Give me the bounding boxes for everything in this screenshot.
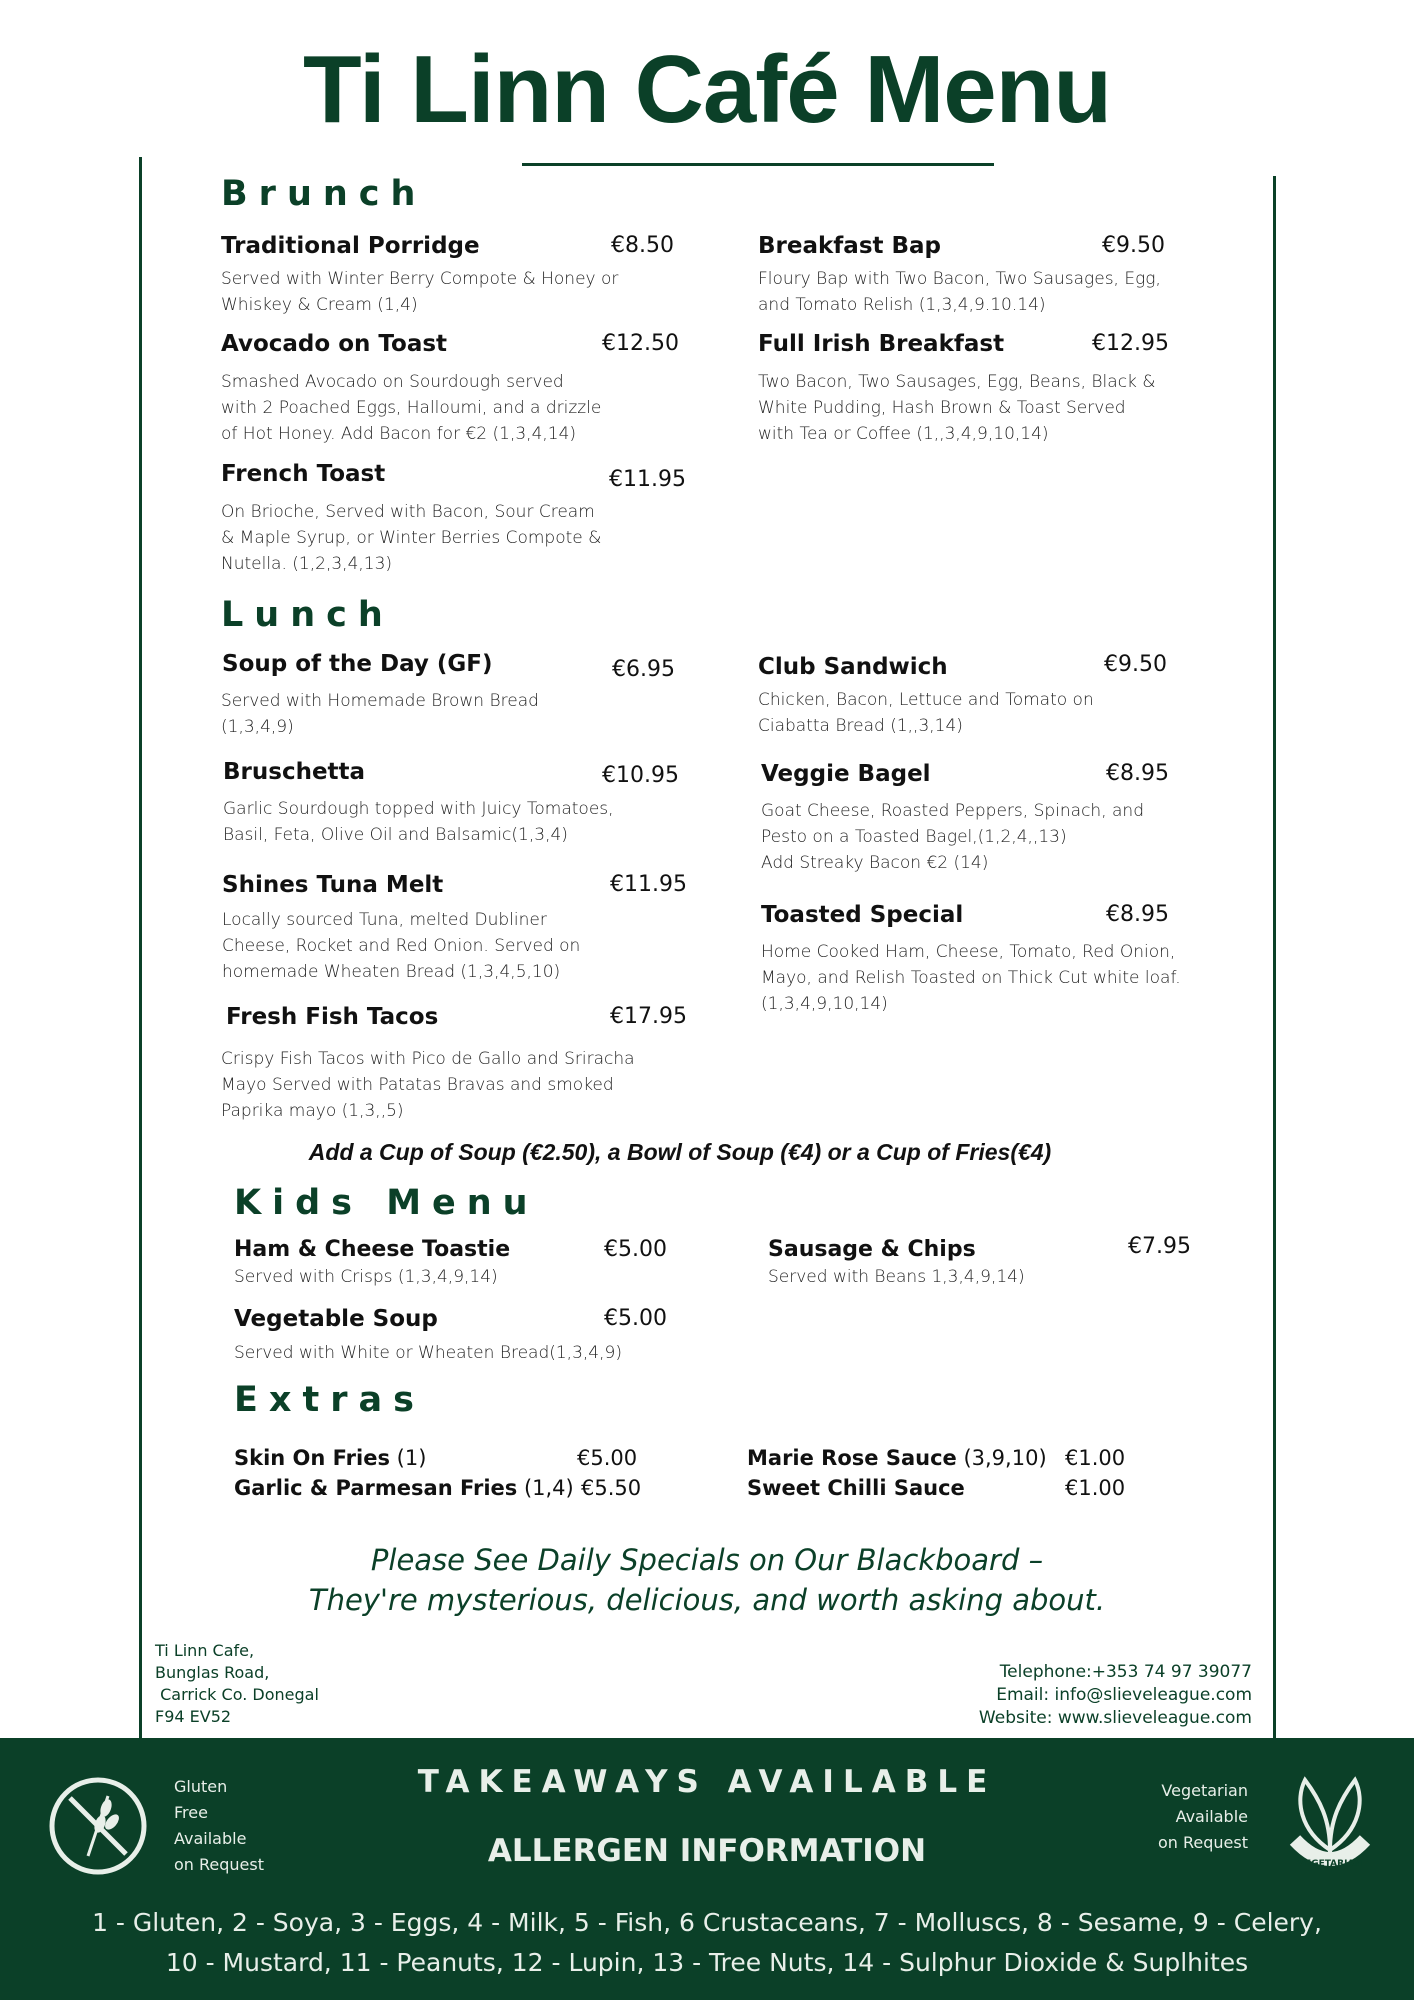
vegetarian-badge-text: VEGETARIAN — [1298, 1859, 1362, 1869]
item-description: Served with Homemade Brown Bread (1,3,4,9) — [221, 691, 539, 737]
extra-codes: (1) — [396, 1446, 427, 1470]
item-name: Ham & Cheese Toastie — [234, 1237, 511, 1262]
item-price: €8.50 — [611, 233, 674, 258]
item-description: Locally sourced Tuna, melted Dubliner Cheese, Rocket and Red Onion. Served on homemade Wheaten Bread (1,3,4,5,10) — [222, 910, 581, 982]
item-name: Veggie Bagel — [761, 761, 931, 787]
extra-name: Sweet Chilli Sauce — [747, 1476, 965, 1500]
item-description: Home Cooked Ham, Cheese, Tomato, Red Onion, Mayo, and Relish Toasted on Thick Cut white loaf. (1,3,4,9,10,14) — [761, 942, 1181, 1014]
extra-price: €1.00 — [1065, 1476, 1126, 1500]
extra-item — [747, 1446, 1047, 1470]
kids-heading: Kids Menu — [234, 1183, 539, 1223]
item-name: Bruschetta — [223, 759, 366, 785]
item-name: Toasted Special — [761, 902, 964, 928]
item-description: Goat Cheese, Roasted Peppers, Spinach, and Pesto on a Toasted Bagel,(1,2,4,,13) Add Streaky Bacon €2 (14) — [761, 801, 1144, 873]
item-price: €8.95 — [1106, 761, 1169, 786]
extra-name: Marie Rose Sauce — [747, 1446, 957, 1470]
specials-note: Please See Daily Specials on Our Blackboard – They're mysterious, delicious, and worth asking about. — [308, 1543, 1106, 1617]
item-name: French Toast — [221, 461, 386, 487]
extra-codes: (1,4) — [523, 1476, 574, 1500]
allergen-footer — [0, 1738, 1414, 2000]
item-name: Fresh Fish Tacos — [226, 1004, 439, 1030]
item-description: Served with Crisps (1,3,4,9,14) — [234, 1267, 498, 1287]
item-name: Soup of the Day (GF) — [222, 651, 493, 677]
item-description: Crispy Fish Tacos with Pico de Gallo and Sriracha Mayo Served with Patatas Bravas and smoked Paprika mayo (1,3,,5) — [221, 1049, 635, 1121]
item-name: Sausage & Chips — [768, 1237, 976, 1262]
item-description: Served with White or Wheaten Bread(1,3,4,9) — [234, 1343, 622, 1363]
left-border-line — [139, 157, 142, 1738]
item-description: Floury Bap with Two Bacon, Two Sausages, Egg, and Tomato Relish (1,3,4,9.10.14) — [758, 269, 1161, 315]
item-name: Full Irish Breakfast — [758, 331, 1005, 357]
vegetarian-icon — [1280, 1770, 1380, 1880]
item-name: Club Sandwich — [758, 654, 948, 680]
extra-name: Garlic & Parmesan Fries — [234, 1476, 518, 1500]
item-price: €9.50 — [1104, 652, 1167, 677]
item-price: €5.00 — [604, 1237, 667, 1262]
item-price: €11.95 — [609, 467, 686, 492]
lunch-heading: Lunch — [221, 595, 394, 635]
extra-item — [234, 1476, 574, 1500]
item-name: Avocado on Toast — [221, 331, 448, 357]
addon-note: Add a Cup of Soup (€2.50), a Bowl of Soup (€4) or a Cup of Fries(€4) — [308, 1139, 1052, 1165]
item-price: €7.95 — [1128, 1234, 1191, 1259]
extra-name: Skin On Fries — [234, 1446, 390, 1470]
item-description: Two Bacon, Two Sausages, Egg, Beans, Black & White Pudding, Hash Brown & Toast Served with Tea or Coffee (1,,3,4,9,10,14) — [758, 372, 1156, 444]
website-link[interactable]: Website: www.slieveleague.com — [978, 1708, 1252, 1728]
item-price: €12.50 — [602, 331, 679, 356]
item-name: Vegetable Soup — [234, 1306, 438, 1332]
title-underline — [522, 163, 994, 166]
extra-item — [234, 1446, 426, 1470]
item-description: On Brioche, Served with Bacon, Sour Cream & Maple Syrup, or Winter Berries Compote & Nutella. (1,2,3,4,13) — [221, 502, 602, 574]
extra-price: €1.00 — [1065, 1446, 1126, 1470]
item-price: €5.00 — [604, 1306, 667, 1331]
allergen-title: ALLERGEN INFORMATION — [487, 1833, 927, 1869]
item-price: €12.95 — [1092, 331, 1169, 356]
right-border-line — [1273, 176, 1276, 1738]
contact-info — [979, 1661, 1252, 1730]
extra-item — [747, 1476, 965, 1500]
item-price: €17.95 — [610, 1004, 687, 1029]
extra-price: €5.00 — [577, 1446, 638, 1470]
takeaways-banner: TAKEAWAYS AVAILABLE — [417, 1764, 997, 1800]
extra-codes: (3,9,10) — [963, 1446, 1047, 1470]
vegetarian-note: Vegetarian Available on Request — [1157, 1781, 1248, 1852]
cafe-address: Ti Linn Cafe, Bunglas Road, Carrick Co. Donegal F94 EV52 — [155, 1641, 319, 1726]
allergen-legend: 1 - Gluten, 2 - Soya, 3 - Eggs, 4 - Milk, 5 - Fish, 6 Crustaceans, 7 - Molluscs, 8 - Sesame, 9 - Celery, 10 - Mustard, 11 - Peanuts, 12 - Lupin, 13 - Tree Nuts, 14 - Sulphur Dioxide & Suplhites — [92, 1908, 1322, 1977]
telephone: Telephone:+353 74 97 39077 — [999, 1662, 1252, 1682]
item-description: Smashed Avocado on Sourdough served with 2 Poached Eggs, Halloumi, and a drizzle of Hot Honey. Add Bacon for €2 (1,3,4,14) — [221, 372, 602, 444]
item-price: €11.95 — [610, 872, 687, 897]
item-description: Garlic Sourdough topped with Juicy Tomatoes, Basil, Feta, Olive Oil and Balsamic(1,3,4) — [223, 799, 614, 845]
extras-heading: Extras — [234, 1380, 425, 1420]
item-price: €8.95 — [1106, 902, 1169, 927]
item-price: €10.95 — [602, 763, 679, 788]
item-description: Chicken, Bacon, Lettuce and Tomato on Ciabatta Bread (1,,3,14) — [758, 690, 1094, 736]
item-description: Served with Beans 1,3,4,9,14) — [768, 1267, 1025, 1287]
brunch-heading: Brunch — [221, 174, 427, 214]
item-price: €6.95 — [612, 657, 675, 682]
email-link[interactable]: Email: info@slieveleague.com — [996, 1685, 1252, 1705]
item-price: €9.50 — [1102, 233, 1165, 258]
item-name: Shines Tuna Melt — [222, 872, 444, 898]
extra-price: €5.50 — [581, 1476, 642, 1500]
item-name: Breakfast Bap — [758, 233, 942, 259]
item-description: Served with Winter Berry Compote & Honey or Whiskey & Cream (1,4) — [221, 269, 619, 315]
page-title: Ti Linn Café Menu — [303, 36, 1111, 143]
gluten-free-note: Gluten Free Available on Request — [174, 1777, 265, 1874]
item-name: Traditional Porridge — [221, 233, 480, 259]
